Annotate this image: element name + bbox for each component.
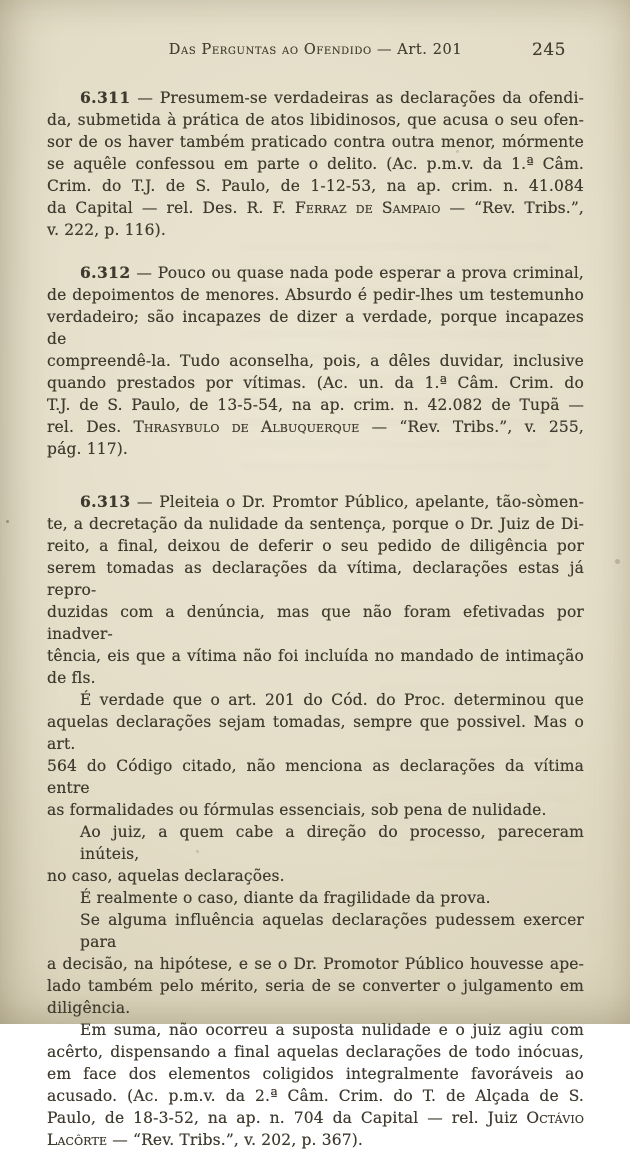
text-line xyxy=(47,997,584,1019)
text-segment: pág. 117). xyxy=(47,440,128,458)
text-line xyxy=(47,953,584,975)
text-line xyxy=(47,1041,584,1063)
header-chapter-title: Das Perguntas ao Ofendido xyxy=(168,42,372,58)
text-line xyxy=(47,153,584,175)
small-caps-name: Octávio xyxy=(526,1109,584,1127)
text-line xyxy=(47,557,584,601)
text-segment: 564 do Código citado, não menciona as declarações da vítima entre xyxy=(47,757,584,797)
text-segment: reito, a final, deixou de deferir o seu pedido de diligência por xyxy=(47,537,584,555)
item-number: 6.313 xyxy=(80,492,131,511)
text-line xyxy=(47,350,584,372)
text-line xyxy=(47,306,584,350)
text-segment: se aquêle confessou em parte o delito. (Ac. p.m.v. da 1.ª Câm. xyxy=(47,155,584,173)
text-segment: a decisão, na hipótese, e se o Dr. Promotor Público houvesse ape- xyxy=(47,955,584,973)
text-line xyxy=(47,799,584,821)
text-segment: — “Rev. Tribs.”, v. 255, xyxy=(359,418,584,436)
para-6313-2 xyxy=(47,689,584,821)
text-segment: v. 222, p. 116). xyxy=(47,221,166,239)
text-line xyxy=(47,491,584,513)
text-segment: Crim. do T.J. de S. Paulo, de 1-12-53, na ap. crim. n. 41.084 xyxy=(47,177,584,195)
text-segment: verdadeiro; são incapazes de dizer a verdade, porque incapazes de xyxy=(47,308,584,348)
para-6311 xyxy=(47,87,584,241)
text-line xyxy=(47,197,584,219)
para-6313-6 xyxy=(47,1019,584,1151)
text-line xyxy=(47,131,584,153)
page-content xyxy=(47,0,584,1151)
text-line xyxy=(47,645,584,667)
text-segment: quando prestados por vítimas. (Ac. un. da 1.ª Câm. Crim. do xyxy=(47,374,584,392)
text-line xyxy=(47,975,584,997)
text-line xyxy=(47,865,584,887)
text-segment: É verdade que o art. 201 do Cód. do Proc. determinou que xyxy=(80,691,584,709)
para-6313-5 xyxy=(47,909,584,1019)
text-segment: Se alguma influência aquelas declarações pudessem exercer para xyxy=(80,911,584,951)
text-line xyxy=(47,821,584,865)
text-segment: sor de os haver também praticado contra outra menor, mórmente xyxy=(47,133,584,151)
text-segment: serem tomadas as declarações da vítima, declarações estas já repro- xyxy=(47,559,584,599)
text-line xyxy=(47,909,584,953)
text-line xyxy=(47,416,584,438)
small-caps-name: Lacôrte xyxy=(47,1131,108,1149)
text-segment: acusado. (Ac. p.m.v. da 2.ª Câm. Crim. do T. de Alçada de S. xyxy=(47,1087,584,1105)
text-segment: — “Rev. Tribs.”, v. 202, p. 367). xyxy=(107,1131,364,1149)
text-segment: T.J. de S. Paulo, de 13-5-54, na ap. crim. n. 42.082 de Tupã — xyxy=(47,396,584,414)
text-line xyxy=(47,601,584,645)
text-segment: compreendê-la. Tudo aconselha, pois, a dêles duvidar, inclusive xyxy=(47,352,584,370)
text-line xyxy=(47,887,584,909)
text-segment: de fls. xyxy=(47,669,96,687)
text-line xyxy=(47,667,584,689)
text-segment: acêrto, dispensando a final aquelas declarações de todo inócuas, xyxy=(47,1043,584,1061)
text-segment: no caso, aquelas declarações. xyxy=(47,867,285,885)
text-line xyxy=(47,262,584,284)
text-segment: Em suma, não ocorreu a suposta nulidade e o juiz agiu com xyxy=(80,1021,584,1039)
text-line xyxy=(47,175,584,197)
text-segment: — Pouco ou quase nada pode esperar a prova criminal, xyxy=(130,264,584,282)
paper-specks xyxy=(6,520,9,523)
page-number: 245 xyxy=(532,40,566,60)
running-header xyxy=(47,0,584,62)
small-caps-name: Thrasybulo de Albuquerque xyxy=(133,418,360,436)
small-caps-name: Ferraz de Sampaio xyxy=(294,199,441,217)
text-segment: diligência. xyxy=(47,999,131,1017)
text-line xyxy=(47,87,584,109)
text-segment: te, a decretação da nulidade da sentença, porque o Dr. Juiz de Di- xyxy=(47,515,584,533)
text-segment: — Presumem-se verdadeiras as declarações da ofendi- xyxy=(130,89,584,107)
body-text xyxy=(47,87,584,1151)
text-line xyxy=(47,755,584,799)
text-segment: aquelas declarações sejam tomadas, sempre que possivel. Mas o art. xyxy=(47,713,584,753)
page-title xyxy=(47,42,584,58)
text-line xyxy=(47,1085,584,1107)
para-6313 xyxy=(47,491,584,689)
text-segment: as formalidades ou fórmulas essenciais, sob pena de nulidade. xyxy=(47,801,547,819)
para-6313-4 xyxy=(47,887,584,909)
text-segment: Ao juiz, a quem cabe a direção do processo, pareceram inúteis, xyxy=(80,823,584,863)
text-segment: tência, eis que a vítima não foi incluída no mandado de intimação xyxy=(47,647,584,665)
item-number: 6.311 xyxy=(80,88,131,107)
text-line xyxy=(47,1019,584,1041)
text-line xyxy=(47,284,584,306)
text-segment: em face dos elementos coligidos integralmente favoráveis ao xyxy=(47,1065,584,1083)
text-segment: — “Rev. Tribs.”, xyxy=(440,199,584,217)
text-segment: da Capital — rel. Des. R. F. xyxy=(47,199,295,217)
text-line xyxy=(47,711,584,755)
text-line xyxy=(47,394,584,416)
text-line xyxy=(47,535,584,557)
text-line xyxy=(47,109,584,131)
text-line xyxy=(47,1063,584,1085)
text-line xyxy=(47,689,584,711)
text-segment: Paulo, de 18-3-52, na ap. n. 704 da Capital — rel. Juiz xyxy=(47,1109,527,1127)
text-segment: É realmente o caso, diante da fragilidade da prova. xyxy=(80,889,491,907)
text-line xyxy=(47,372,584,394)
text-line xyxy=(47,438,584,460)
para-6313-3 xyxy=(47,821,584,887)
text-segment: — Pleiteia o Dr. Promtor Público, apelante, tão-sòmen- xyxy=(130,493,584,511)
text-line xyxy=(47,1129,584,1151)
header-article-ref: — Art. 201 xyxy=(371,42,463,58)
text-line xyxy=(47,513,584,535)
text-segment: lado também pelo mérito, seria de se converter o julgamento em xyxy=(47,977,584,995)
text-line xyxy=(47,219,584,241)
para-6312 xyxy=(47,262,584,460)
text-segment: rel. Des. xyxy=(47,418,134,436)
text-line xyxy=(47,1107,584,1129)
item-number: 6.312 xyxy=(80,263,131,282)
text-segment: da, submetida à prática de atos libidinosos, que acusa o seu ofen- xyxy=(47,111,584,129)
text-segment: de depoimentos de menores. Absurdo é pedir-lhes um testemunho xyxy=(47,286,584,304)
text-segment: duzidas com a denúncia, mas que não foram efetivadas por inadver- xyxy=(47,603,584,643)
